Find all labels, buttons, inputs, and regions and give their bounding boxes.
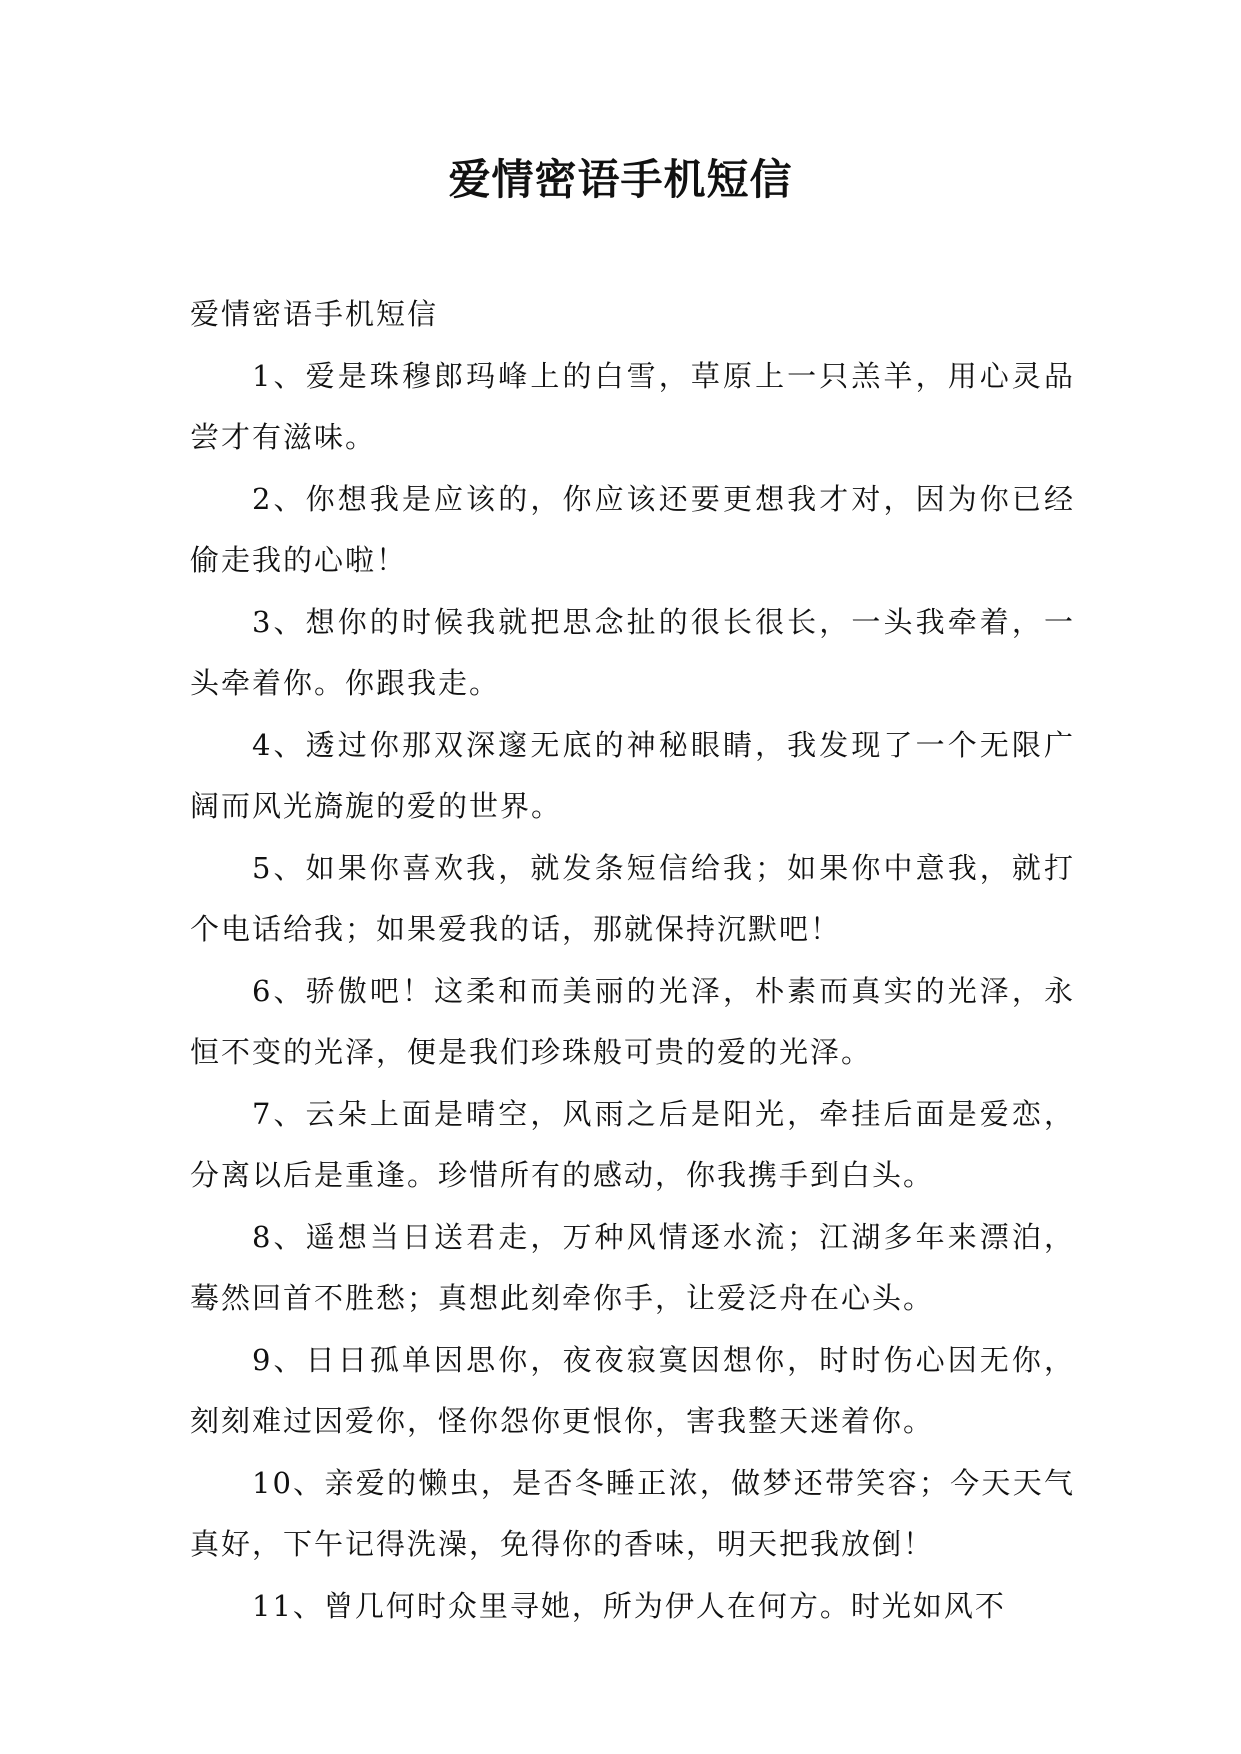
document-subtitle: 爱情密语手机短信 [190,297,439,331]
message-item-6: 6、骄傲吧！这柔和而美丽的光泽，朴素而真实的光泽，永恒不变的光泽，便是我们珍珠般可贵的爱的光泽。 [190,973,1075,1069]
message-item-10: 10、亲爱的懒虫，是否冬睡正浓，做梦还带笑容；今天天气真好，下午记得洗澡，免得你的香味，明天把我放倒！ [190,1465,1075,1561]
message-item-1: 1、爱是珠穆郎玛峰上的白雪，草原上一只羔羊，用心灵品尝才有滋味。 [190,358,1075,454]
message-item-11: 11、曾几何时众里寻她，所为伊人在何方。时光如风不 [252,1588,1006,1623]
message-item-8: 8、遥想当日送君走，万种风情逐水流；江湖多年来漂泊，蓦然回首不胜愁；真想此刻牵你手，让爱泛舟在心头。 [190,1219,1075,1315]
message-item-3: 3、想你的时候我就把思念扯的很长很长，一头我牵着，一头牵着你。你跟我走。 [190,604,1075,700]
message-item-4: 4、透过你那双深邃无底的神秘眼睛，我发现了一个无限广阔而风光旖旎的爱的世界。 [190,727,1075,823]
message-item-5: 5、如果你喜欢我，就发条短信给我；如果你中意我，就打个电话给我；如果爱我的话，那就保持沉默吧！ [190,850,1075,946]
message-item-2: 2、你想我是应该的，你应该还要更想我才对，因为你已经偷走我的心啦！ [190,481,1075,577]
document-body [190,284,1075,1637]
page-title: 爱情密语手机短信 [448,155,793,204]
message-item-9: 9、日日孤单因思你，夜夜寂寞因想你，时时伤心因无你，刻刻难过因爱你，怪你怨你更恨你，害我整天迷着你。 [190,1342,1075,1438]
message-item-7: 7、云朵上面是晴空，风雨之后是阳光，牵挂后面是爱恋，分离以后是重逢。珍惜所有的感动，你我携手到白头。 [190,1096,1075,1192]
